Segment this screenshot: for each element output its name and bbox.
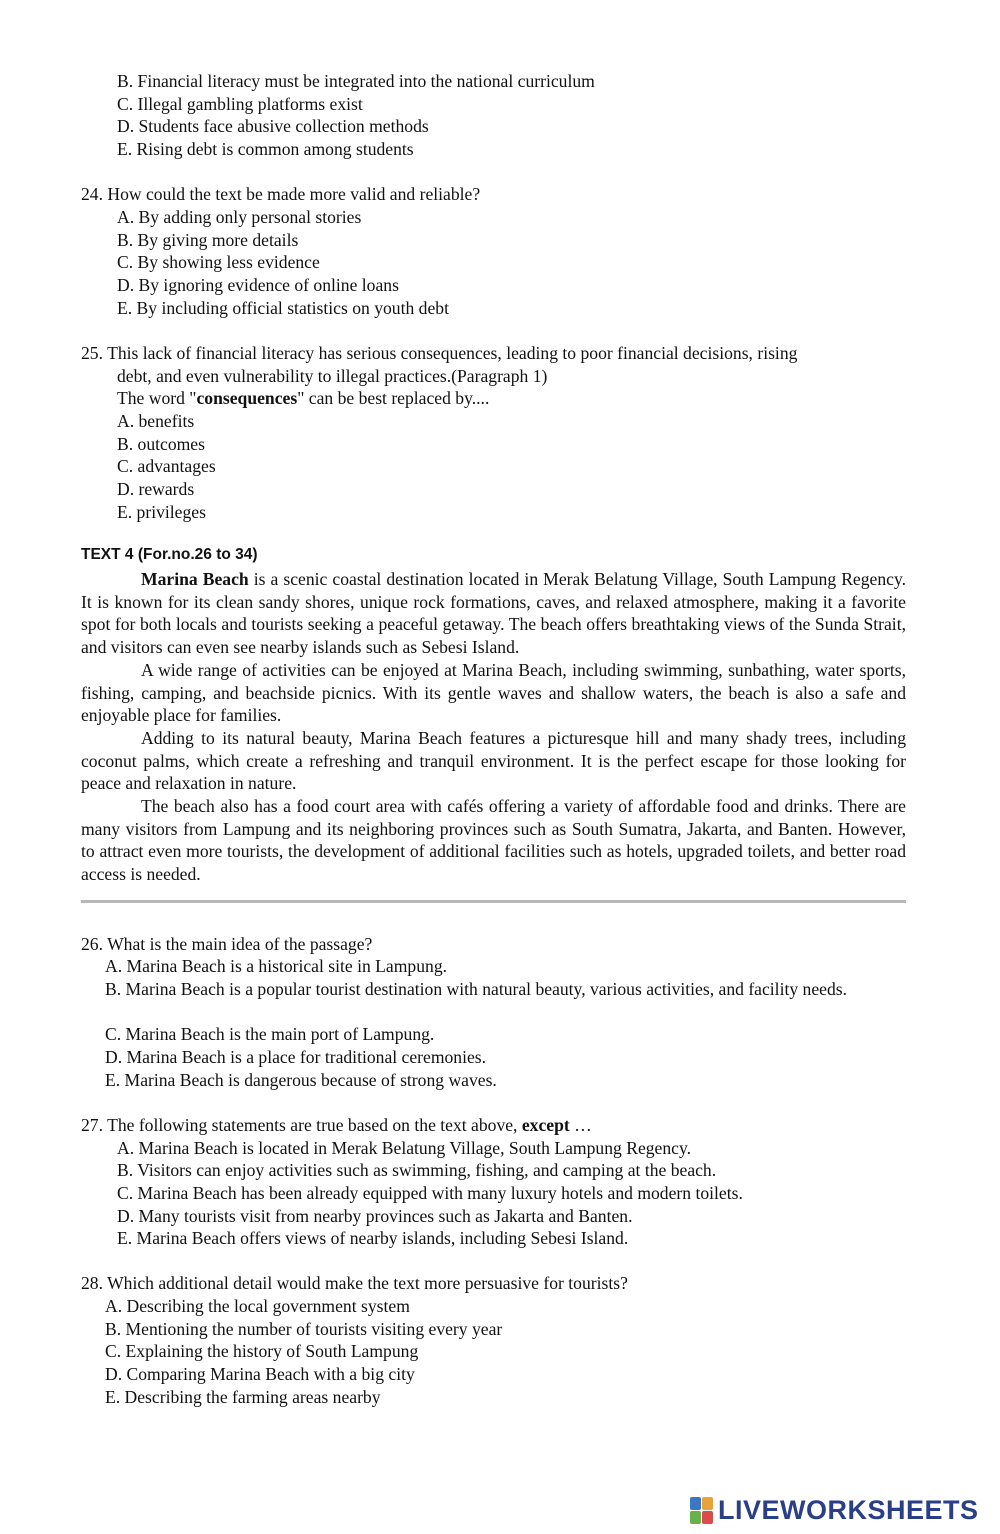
q27-stem-pre: 27. The following statements are true based on the text above, bbox=[81, 1115, 522, 1135]
q25-stem-post: " can be best replaced by.... bbox=[297, 388, 490, 408]
q28-option-d: D. Comparing Marina Beach with a big city bbox=[105, 1364, 415, 1384]
q27-option-e: E. Marina Beach offers views of nearby islands, including Sebesi Island. bbox=[117, 1228, 629, 1248]
q24-option-c: C. By showing less evidence bbox=[117, 252, 320, 272]
q25-option-c: C. advantages bbox=[117, 456, 216, 476]
q27-option-d: D. Many tourists visit from nearby provinces such as Jakarta and Banten. bbox=[117, 1206, 633, 1226]
q27-stem-post: … bbox=[569, 1115, 592, 1135]
q28-stem: 28. Which additional detail would make the text more persuasive for tourists? bbox=[81, 1273, 628, 1293]
logo-tile-4 bbox=[702, 1511, 713, 1524]
q27-stem bbox=[81, 1114, 592, 1137]
q24-option-a: A. By adding only personal stories bbox=[117, 207, 362, 227]
q28-option-e: E. Describing the farming areas nearby bbox=[105, 1387, 381, 1407]
q28-option-b: B. Mentioning the number of tourists visiting every year bbox=[105, 1319, 503, 1339]
logo-tile-1 bbox=[690, 1497, 701, 1510]
q26-stem: 26. What is the main idea of the passage? bbox=[81, 934, 373, 954]
section-divider bbox=[81, 900, 906, 903]
passage-p1-text: is a scenic coastal destination located in Merak Belatung Village, South Lampung Regency. It is known for its clean sandy shores, unique rock formations, caves, and relaxed atmosphere, making it a favorite spot for both locals and tourists seeking a peaceful getaway. The beach offers breathtaking views of the Sunda Strait, and visitors can even see nearby islands such as Sebesi Island. bbox=[81, 569, 907, 658]
q25-stem-line-3 bbox=[117, 387, 489, 410]
q24-option-d: D. By ignoring evidence of online loans bbox=[117, 275, 399, 295]
passage-paragraph-1 bbox=[81, 568, 906, 659]
q25-option-d: D. rewards bbox=[117, 479, 195, 499]
passage-paragraph-3: Adding to its natural beauty, Marina Beach features a picturesque hill and many shady trees, including coconut palms, which create a refreshing and tranquil environment. It is the perfect escape for those looking for peace and relaxation in nature. bbox=[81, 727, 906, 794]
passage-paragraph-2: A wide range of activities can be enjoyed at Marina Beach, including swimming, sunbathing, water sports, fishing, camping, and beachside picnics. With its gentle waves and shallow waters, the beach is also a safe and enjoyable place for families. bbox=[81, 659, 906, 726]
q28-option-a: A. Describing the local government system bbox=[105, 1296, 410, 1316]
q26-option-d: D. Marina Beach is a place for traditional ceremonies. bbox=[105, 1047, 487, 1067]
q25-keyword: consequences bbox=[196, 388, 298, 408]
q25-stem-pre: The word " bbox=[117, 388, 197, 408]
q27-option-c: C. Marina Beach has been already equipped with many luxury hotels and modern toilets. bbox=[117, 1183, 743, 1203]
q27-keyword: except bbox=[521, 1115, 570, 1135]
text4-passage bbox=[81, 568, 906, 886]
q27-option-b: B. Visitors can enjoy activities such as swimming, fishing, and camping at the beach. bbox=[117, 1160, 717, 1180]
q23-option-b: B. Financial literacy must be integrated into the national curriculum bbox=[117, 71, 595, 91]
q23-option-c: C. Illegal gambling platforms exist bbox=[117, 94, 363, 114]
logo-tile-2 bbox=[702, 1497, 713, 1510]
brand-wordmark: LIVEWORKSHEETS bbox=[718, 1494, 979, 1525]
q23-option-d: D. Students face abusive collection methods bbox=[117, 116, 429, 136]
q25-stem-line-1: 25. This lack of financial literacy has serious consequences, leading to poor financial decisions, rising bbox=[81, 343, 798, 363]
passage-bold-lead: Marina Beach bbox=[141, 569, 249, 589]
passage-paragraph-4: The beach also has a food court area with cafés offering a variety of affordable food and drinks. There are many visitors from Lampung and its neighboring provinces such as South Sumatra, Jakarta, and Banten. However, to attract even more tourists, the development of additional facilities such as hotels, upgraded toilets, and better road access is needed. bbox=[81, 796, 906, 885]
q26-option-e: E. Marina Beach is dangerous because of strong waves. bbox=[105, 1070, 497, 1090]
text4-heading: TEXT 4 (For.no.26 to 34) bbox=[81, 546, 258, 563]
q25-option-e: E. privileges bbox=[117, 502, 206, 522]
q27-option-a: A. Marina Beach is located in Merak Belatung Village, South Lampung Regency. bbox=[117, 1138, 692, 1158]
liveworksheets-logo-icon bbox=[690, 1497, 712, 1523]
q24-option-e: E. By including official statistics on youth debt bbox=[117, 298, 449, 318]
q23-option-e: E. Rising debt is common among students bbox=[117, 139, 414, 159]
liveworksheets-brand bbox=[690, 1494, 979, 1526]
q25-option-b: B. outcomes bbox=[117, 434, 205, 454]
q26-option-a: A. Marina Beach is a historical site in Lampung. bbox=[105, 956, 448, 976]
logo-tile-3 bbox=[690, 1511, 701, 1524]
q28-option-c: C. Explaining the history of South Lampung bbox=[105, 1341, 419, 1361]
q25-option-a: A. benefits bbox=[117, 411, 195, 431]
q25-stem-line-2: debt, and even vulnerability to illegal practices.(Paragraph 1) bbox=[117, 366, 548, 386]
q26-option-b: B. Marina Beach is a popular tourist destination with natural beauty, various activities, and facility needs. bbox=[105, 979, 847, 999]
q26-option-c: C. Marina Beach is the main port of Lampung. bbox=[105, 1024, 435, 1044]
q24-stem: 24. How could the text be made more valid and reliable? bbox=[81, 184, 481, 204]
q24-option-b: B. By giving more details bbox=[117, 230, 299, 250]
